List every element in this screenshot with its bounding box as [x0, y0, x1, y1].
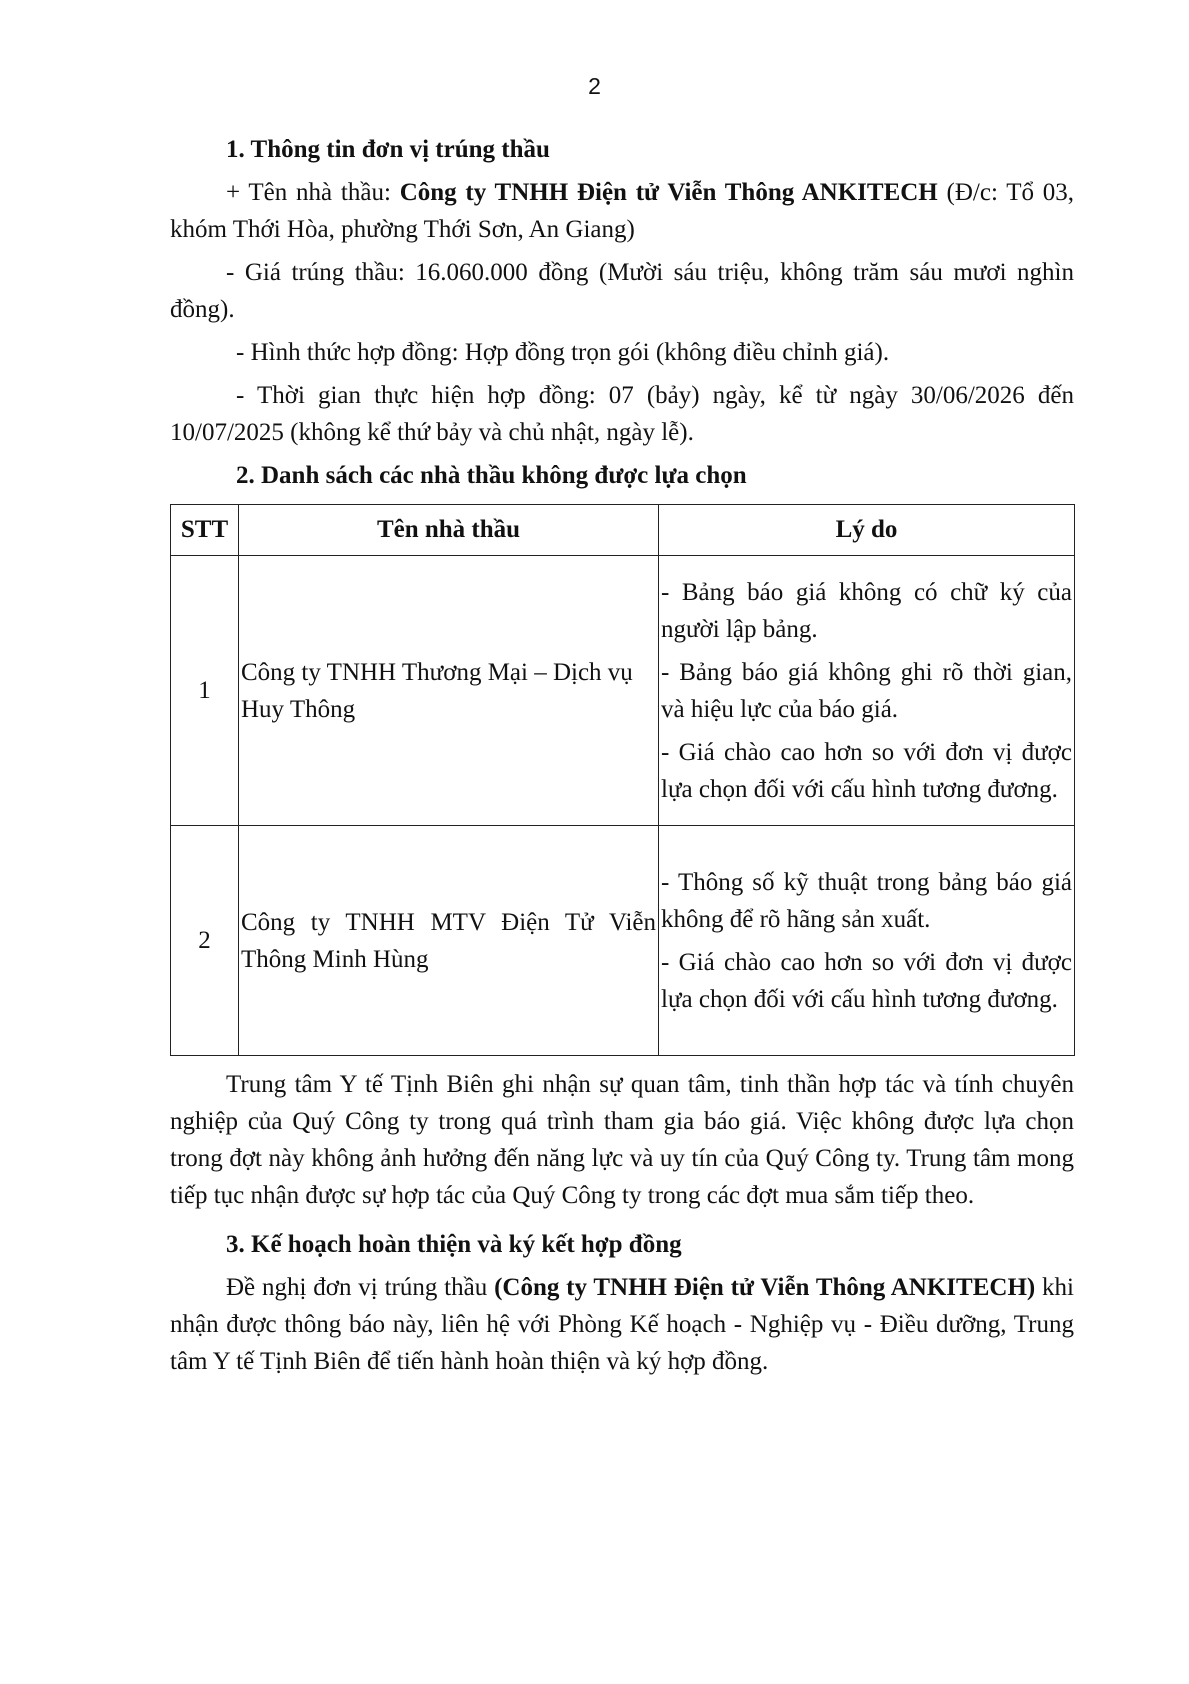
- section3-paragraph: [170, 1269, 1074, 1380]
- row-reasons: [659, 556, 1075, 826]
- section3-contractor: (Công ty TNHH Điện tử Viễn Thông ANKITECH): [494, 1274, 1036, 1301]
- row-contractor-name: Công ty TNHH Thương Mại – Dịch vụ Huy Thông: [239, 556, 659, 826]
- contractor-prefix: + Tên nhà thầu:: [226, 179, 400, 206]
- page-number: 2: [588, 73, 601, 99]
- row-reasons: [659, 826, 1075, 1056]
- header-stt: STT: [171, 505, 239, 556]
- section2-heading: 2. Danh sách các nhà thầu không được lựa chọn: [236, 462, 747, 489]
- table-row: [171, 556, 1075, 826]
- contractor-address: (Đ/c: Tổ 03, khóm Thới Hòa, phường Thới Sơn, An Giang): [170, 179, 1075, 243]
- section3-heading: 3. Kế hoạch hoàn thiện và ký kết hợp đồng: [226, 1231, 682, 1258]
- reason-item: - Giá chào cao hơn so với đơn vị được lựa chọn đối với cấu hình tương đương.: [661, 738, 1072, 803]
- contractor-name: Công ty TNHH Điện tử Viễn Thông ANKITECH: [399, 179, 938, 206]
- rejected-bidders-table: [170, 504, 1075, 1056]
- winning-price: - Giá trúng thầu: 16.060.000 đồng (Mười sáu triệu, không trăm sáu mươi nghìn đồng).: [170, 259, 1074, 323]
- contract-duration: - Thời gian thực hiện hợp đồng: 07 (bảy) ngày, kể từ ngày 30/06/2026 đến 10/07/2025 (không kể thứ bảy và chủ nhật, ngày lễ).: [170, 382, 1074, 446]
- closing-paragraph: Trung tâm Y tế Tịnh Biên ghi nhận sự quan tâm, tinh thần hợp tác và tính chuyên nghiệp của Quý Công ty trong quá trình tham gia báo giá. Việc không được lựa chọn trong đợt này không ảnh hưởng đến năng lực và uy tín của Quý Công ty. Trung tâm mong tiếp tục nhận được sự hợp tác của Quý Công ty trong các đợt mua sắm tiếp theo.: [170, 1071, 1074, 1209]
- contractor-paragraph: [170, 174, 1074, 248]
- table-header-row: [171, 505, 1075, 556]
- reason-item: - Thông số kỹ thuật trong bảng báo giá không để rõ hãng sản xuất.: [661, 868, 1072, 933]
- header-contractor-name: Tên nhà thầu: [239, 505, 659, 556]
- row-stt: 2: [171, 826, 239, 1056]
- row-stt: 1: [171, 556, 239, 826]
- reason-item: - Bảng báo giá không ghi rõ thời gian, và hiệu lực của báo giá.: [661, 658, 1072, 723]
- table-row: [171, 826, 1075, 1056]
- reason-item: - Bảng báo giá không có chữ ký của người lập bảng.: [661, 578, 1072, 643]
- page-content: [170, 131, 1074, 1380]
- section1-heading: 1. Thông tin đơn vị trúng thầu: [226, 136, 550, 163]
- section3-prefix: Đề nghị đơn vị trúng thầu: [226, 1274, 495, 1301]
- row-contractor-name: Công ty TNHH MTV Điện Tử Viễn Thông Minh Hùng: [239, 826, 659, 1056]
- section3-suffix: khi nhận được thông báo này, liên hệ với Phòng Kế hoạch - Nghiệp vụ - Điều dưỡng, Trung tâm Y tế Tịnh Biên để tiến hành hoàn thiện và ký hợp đồng.: [170, 1274, 1074, 1375]
- header-reason: Lý do: [659, 505, 1075, 556]
- contract-form: - Hình thức hợp đồng: Hợp đồng trọn gói (không điều chỉnh giá).: [236, 339, 890, 366]
- reason-item: - Giá chào cao hơn so với đơn vị được lựa chọn đối với cấu hình tương đương.: [661, 948, 1072, 1013]
